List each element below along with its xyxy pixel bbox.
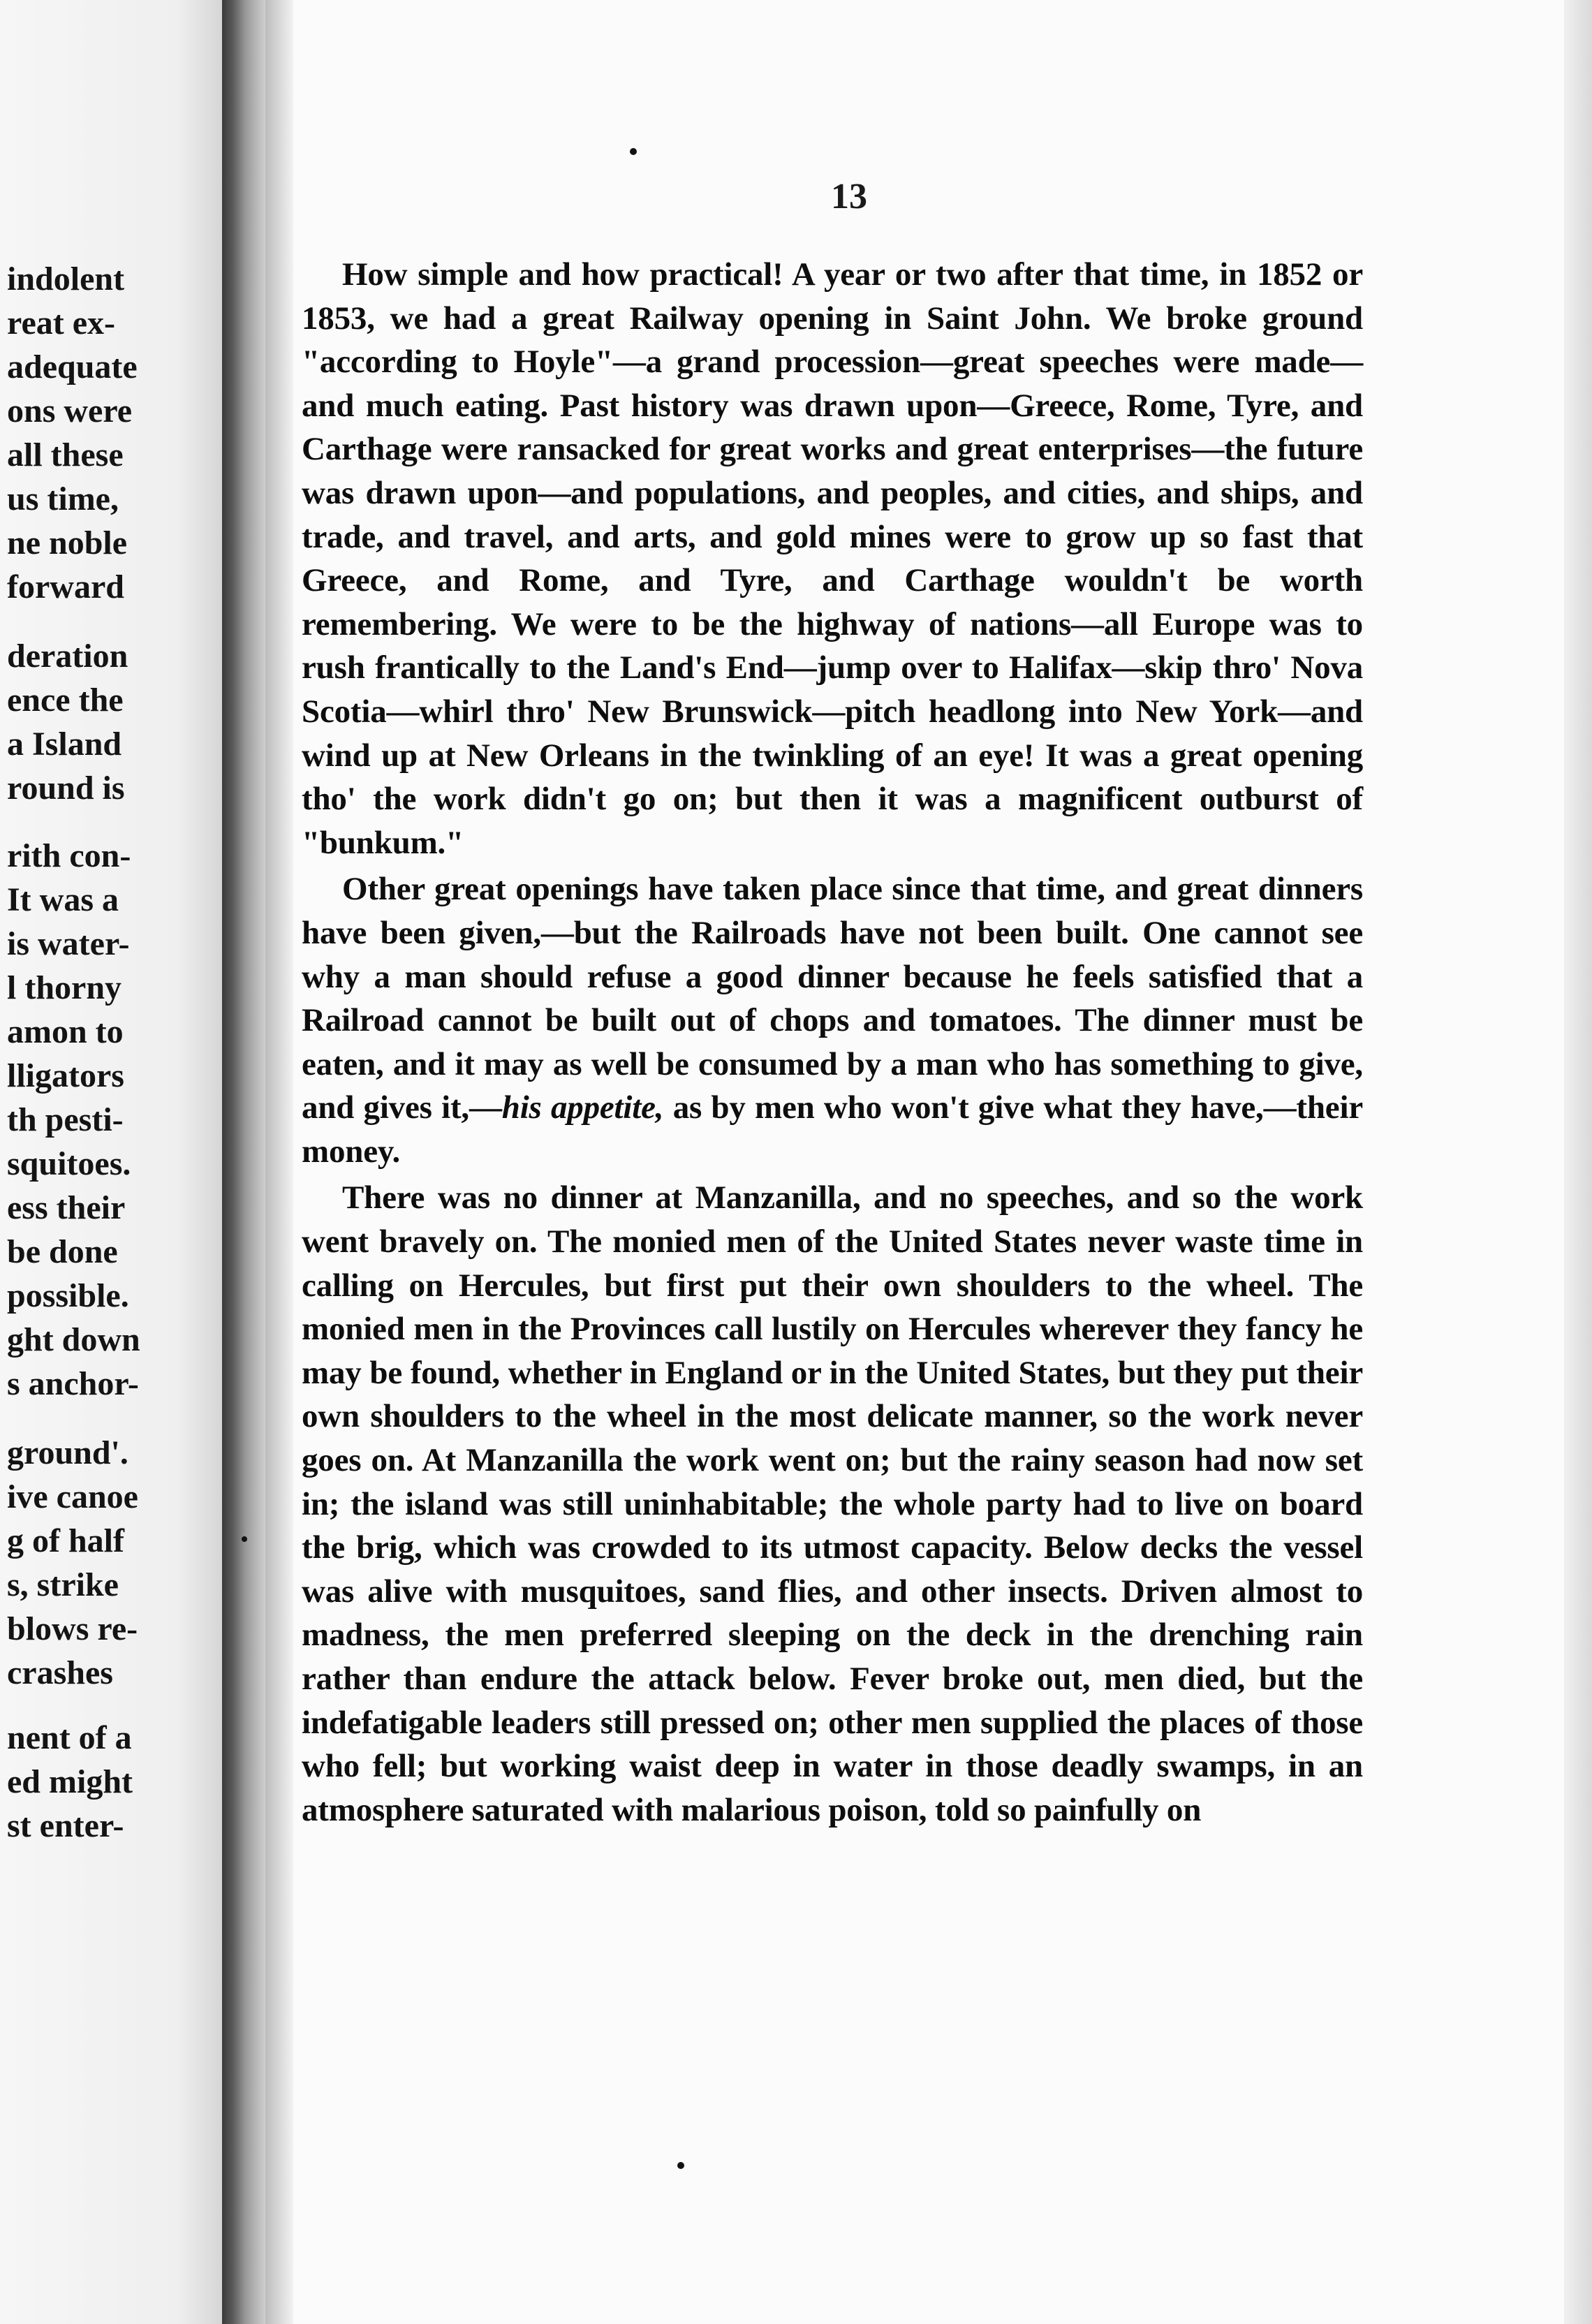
ink-speck <box>242 1536 247 1542</box>
left-page-line: It was a <box>7 881 119 918</box>
left-page-line: deration <box>7 638 128 675</box>
page-number: 13 <box>831 177 867 216</box>
left-facing-page <box>0 0 222 2324</box>
ink-speck <box>677 2162 684 2169</box>
page-edge <box>1564 0 1592 2324</box>
left-page-line: round is <box>7 770 125 807</box>
left-page-line: forward <box>7 568 124 605</box>
left-page-line: a Island <box>7 726 122 763</box>
left-page-line: g of half <box>7 1522 124 1559</box>
paragraph-text: Other great openings have taken place since that time, and great dinners have been given,—but the Railroads have not been built. One cannot see why a man should refuse a good dinner because he feels satisfied that a Railroad cannot be built out of chops and tomatoes. The dinner must be eaten, and it may as well be consumed by a man who has something to give, and gives it,— <box>302 871 1363 1126</box>
left-page-line: crashes <box>7 1654 113 1691</box>
left-page-line: ive canoe <box>7 1478 138 1515</box>
left-page-line: ed might <box>7 1763 133 1800</box>
italic-phrase: his appetite, <box>501 1089 664 1126</box>
left-page-line: lligators <box>7 1057 124 1094</box>
left-page-line: be done <box>7 1233 118 1270</box>
left-page-line: s anchor- <box>7 1365 139 1402</box>
gutter-shadow <box>265 0 293 2324</box>
left-page-line: adequate <box>7 348 138 385</box>
left-page-line: ght down <box>7 1321 140 1358</box>
paragraph: There was no dinner at Manzanilla, and no speeches, and so the work went bravely on. The monied men of the United States never waste time in calling on Hercules, but first put their own shoulders to the wheel. The monied men in the Provinces call lustily on Hercules wherever they fancy he may be found, whether in England or in the United States, but they put their own shoulders to the wheel in the most delicate manner, so the work never goes on. At Manzanilla the work went on; but the rainy season had now set in; the island was still uninhabitable; the whole party had to live on board the brig, which was crowded to its utmost capacity. Below decks the vessel was alive with musquitoes, sand flies, and other insects. Driven almost to madness, the men preferred sleeping on the deck in the drenching rain rather than endure the attack below. Fever broke out, men died, but the indefatigable leaders still pressed on; other men supplied the places of those who fell; but working waist deep in water in those deadly swamps, in an atmosphere saturated with malarious poison, told so painfully on <box>302 1179 1363 1828</box>
left-page-line: th pesti- <box>7 1101 124 1138</box>
left-page-line: indolent <box>7 260 125 297</box>
left-page-line: ne noble <box>7 524 128 561</box>
paragraph: How simple and how practical! A year or two after that time, in 1852 or 1853, we had a great Railway opening in Saint John. We broke ground "according to Hoyle"—a grand procession—great speeches were made—and much eating. Past history was drawn upon—Greece, Rome, Tyre, and Carthage were ransacked for great works and great enterprises—the future was drawn upon—and populations, and peoples, and cities, and ships, and trade, and travel, and arts, and gold mines were to grow up so fast that Greece, and Rome, and Tyre, and Carthage wouldn't be worth remembering. We were to be the highway of nations—all Europe was to rush frantically to the Land's End—jump over to Halifax—skip thro' Nova Scotia—whirl thro' New Brunswick—pitch headlong into New York—and wind up at New Orleans in the twinkling of an eye! It was a great opening tho' the work didn't go on; but then it was a magnificent outburst of "bunkum." <box>302 256 1363 861</box>
left-page-line: us time, <box>7 480 119 517</box>
left-page-line: s, strike <box>7 1566 119 1603</box>
paragraph <box>302 867 1363 1173</box>
left-page-line: squitoes. <box>7 1145 131 1182</box>
page-body <box>302 253 1363 1832</box>
left-page-line: ess their <box>7 1189 126 1226</box>
left-page-line: l thorny <box>7 969 122 1006</box>
left-page-line: nent of a <box>7 1719 132 1756</box>
left-page-line: ground'. <box>7 1434 128 1471</box>
left-page-line: st enter- <box>7 1807 124 1844</box>
left-page-line: blows re- <box>7 1610 138 1647</box>
paragraph-text: as by men who won't give what they have,—their money. <box>302 1089 1363 1170</box>
left-page-line: is water- <box>7 925 130 962</box>
left-page-line: amon to <box>7 1013 124 1050</box>
left-page-line: possible. <box>7 1277 129 1314</box>
left-page-line: ons were <box>7 392 133 429</box>
left-page-line: ence the <box>7 682 124 719</box>
left-page-line: all these <box>7 436 124 473</box>
book-gutter <box>222 0 265 2324</box>
left-page-line: rith con- <box>7 837 131 874</box>
ink-speck <box>630 148 637 155</box>
left-page-line: reat ex- <box>7 304 116 341</box>
